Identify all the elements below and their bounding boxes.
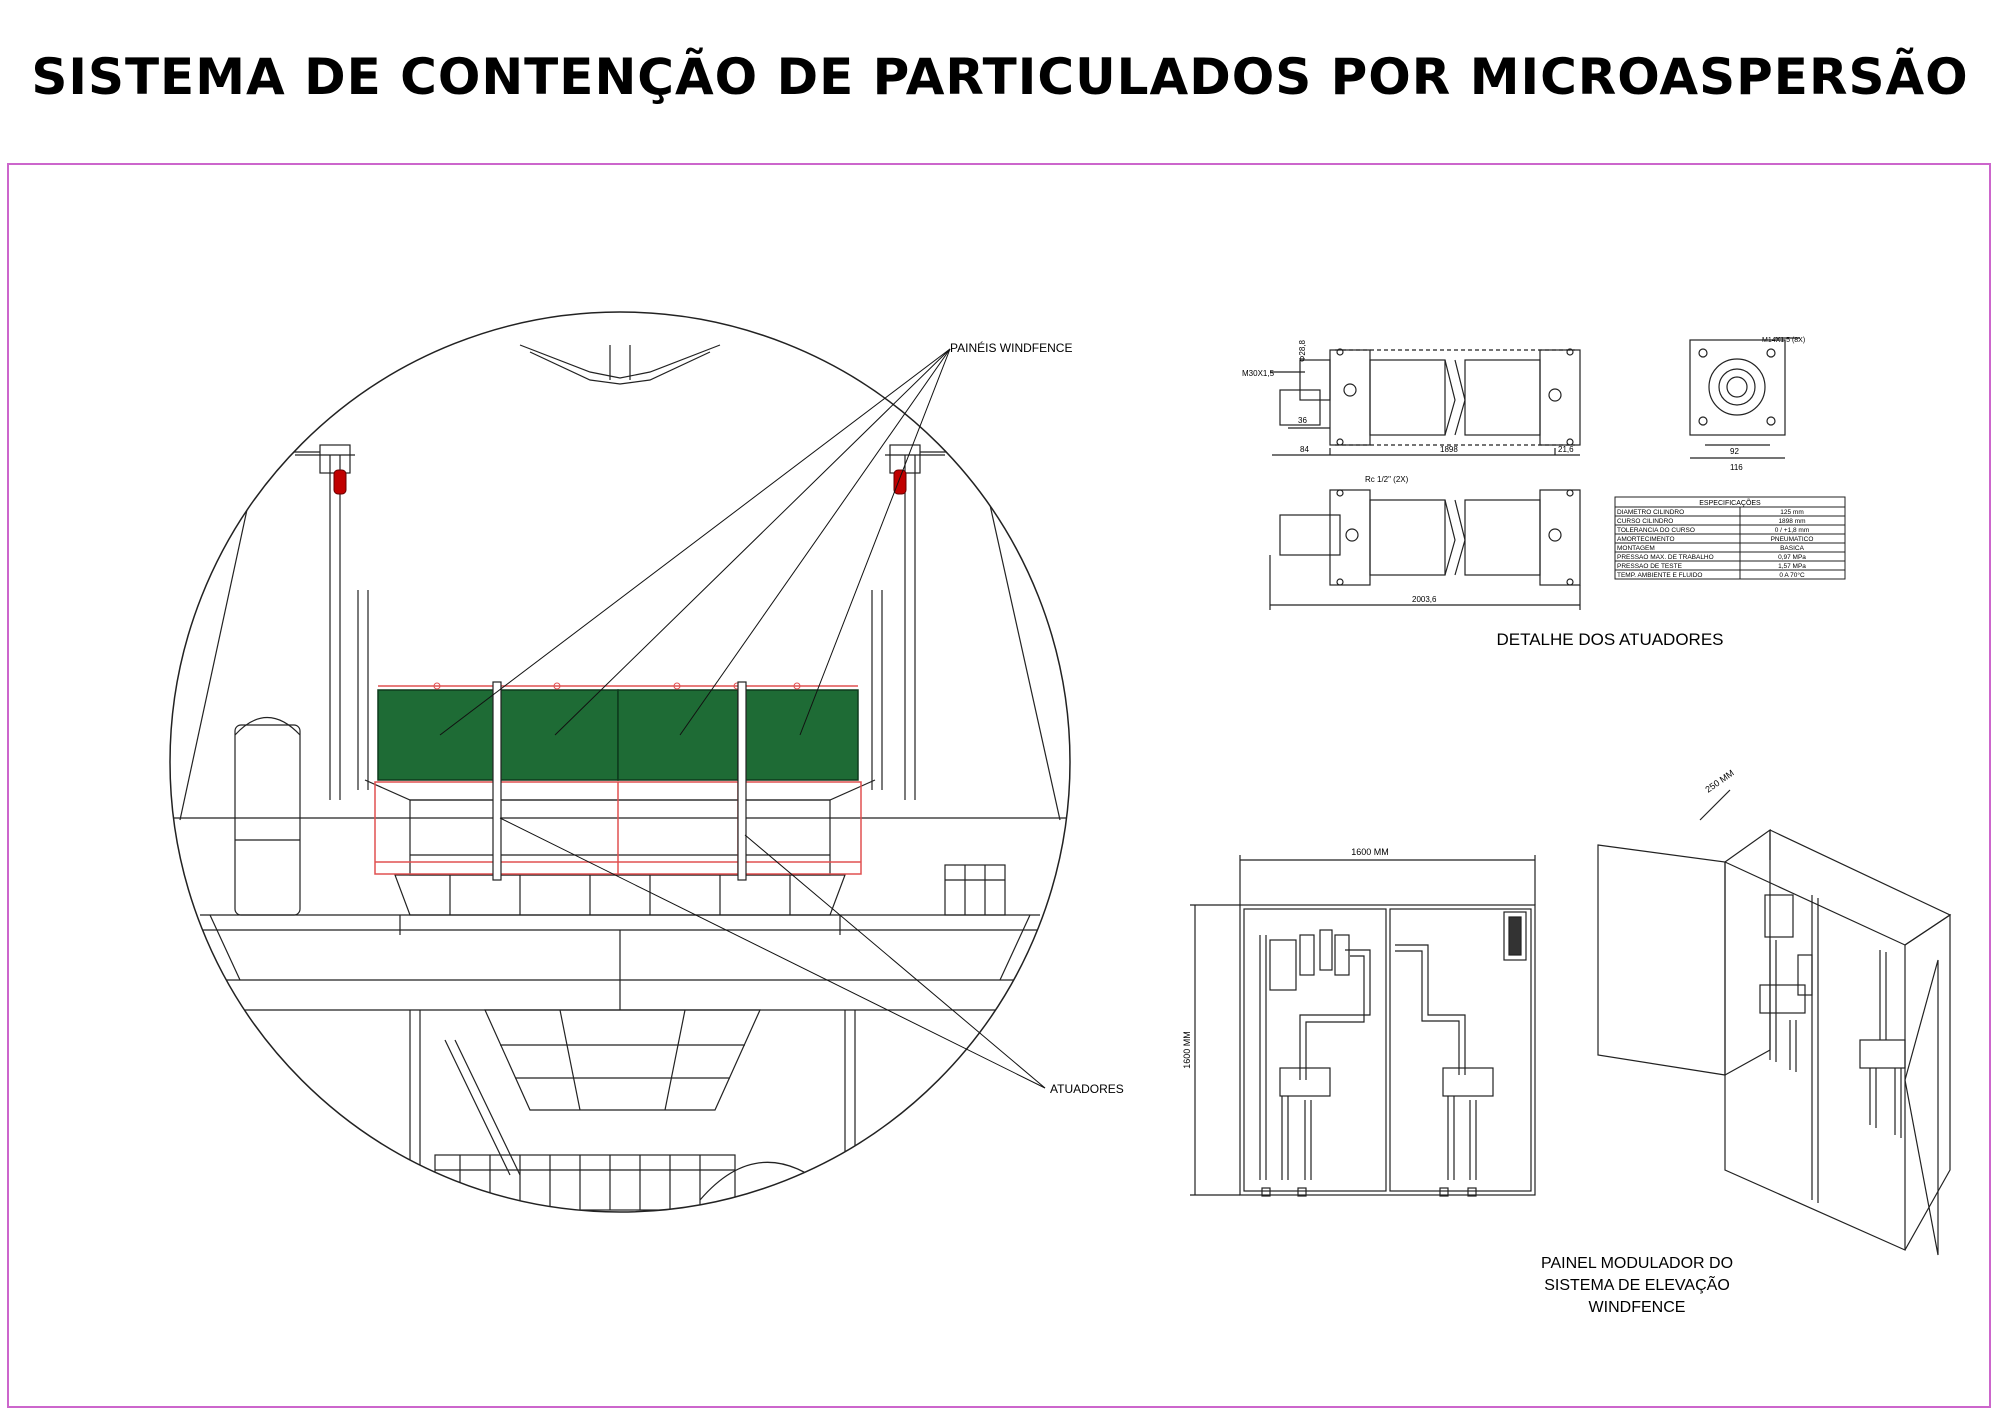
spec-table-header: ESPECIFICAÇÕES (1699, 500, 1761, 507)
spray-nozzle-left (334, 470, 346, 494)
dim-rear-len: 21,6 (1558, 445, 1574, 454)
spec-row-label: MONTAGEM (1617, 545, 1655, 552)
label-modulator-panel-line3: WINDFENCE (1588, 1299, 1686, 1316)
label-modulator-panel-line2: SISTEMA DE ELEVAÇÃO (1544, 1277, 1730, 1294)
spec-row-value: 0,97 MPa (1778, 554, 1806, 561)
dim-rod-len: 36 (1298, 416, 1307, 425)
dim-front-len: 84 (1300, 445, 1309, 454)
page-title: SISTEMA DE CONTENÇÃO DE PARTICULADOS POR MICROASPERSÃO (31, 48, 1969, 106)
dim-flange-thread: M14X1,5 (8X) (1762, 337, 1806, 344)
spec-row-value: 1,57 MPa (1778, 563, 1806, 570)
dim-panel-width: 1600 MM (1351, 847, 1389, 857)
spec-row-label: CURSO CILINDRO (1617, 518, 1674, 525)
label-modulator-panel-line1: PAINEL MODULADOR DO (1540, 1255, 1734, 1272)
spec-row-value: 125 mm (1780, 509, 1804, 516)
dim-port: Rc 1/2" (2X) (1365, 475, 1409, 484)
dim-flange-outer: 116 (1730, 463, 1743, 472)
modulator-panel-iso-view (1598, 790, 1950, 1255)
actuator-dimension-labels (1242, 337, 1805, 604)
spec-row-label: AMORTECIMENTO (1617, 536, 1675, 543)
actuator-detail (1270, 338, 1845, 610)
actuator-leader-lines (500, 818, 1045, 1088)
spec-row-value: 1898 mm (1778, 518, 1806, 525)
spec-row-label: DIAMETRO CILINDRO (1617, 509, 1685, 516)
label-windfence-panels: PAINÉIS WINDFENCE (950, 341, 1073, 355)
label-actuator-detail: DETALHE DOS ATUADORES (1496, 630, 1724, 649)
dim-total-len: 2003,6 (1412, 595, 1437, 604)
windfence-detail-view (165, 312, 1124, 1212)
spec-row-label: PRESSAO MAX. DE TRABALHO (1617, 554, 1714, 561)
dim-panel-depth: 250 MM (1703, 767, 1736, 795)
dim-thread-rod: M30X1,5 (1242, 369, 1275, 378)
spec-row-label: TEMP. AMBIENTE E FLUIDO (1617, 572, 1703, 579)
dim-flange-inner: 92 (1730, 447, 1739, 456)
spec-row-value: BASICA (1780, 545, 1804, 552)
spray-nozzle-right (894, 470, 906, 494)
spec-row-label: PRESSAO DE TESTE (1617, 563, 1682, 570)
modulator-panel-front-view (1190, 855, 1535, 1196)
windfence-leader-lines (440, 349, 950, 735)
spec-row-value: 0 A 70°C (1779, 572, 1805, 579)
spec-row-value: PNEUMATICO (1770, 536, 1814, 543)
windfence-lower-frame (375, 782, 861, 874)
spec-row-value: 0 / +1,8 mm (1774, 527, 1810, 534)
dim-bore: Φ28,8 (1298, 340, 1307, 362)
label-actuators: ATUADORES (1050, 1082, 1124, 1096)
spec-row-label: TOLERANCIA DO CURSO (1617, 527, 1695, 534)
dim-stroke-len: 1898 (1440, 445, 1458, 454)
dim-panel-height: 1600 MM (1182, 1031, 1192, 1069)
spec-table (1617, 498, 1813, 579)
windfence-panels (378, 683, 858, 780)
